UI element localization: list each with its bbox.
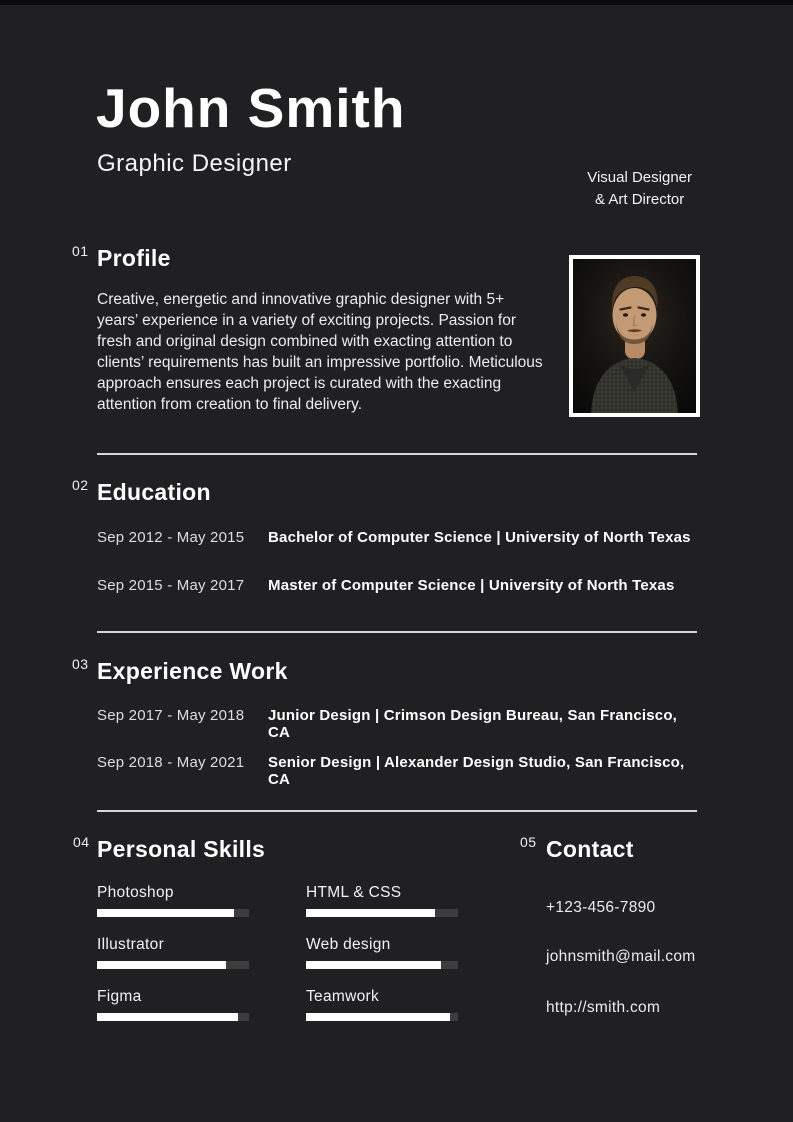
skill-bar-fill (97, 1013, 238, 1021)
contact-website[interactable]: http://smith.com (546, 999, 661, 1016)
education-dates: Sep 2012 - May 2015 (97, 529, 245, 546)
skill-bar-fill (97, 961, 226, 969)
tagline-line-2: & Art Director (595, 191, 685, 208)
section-title-contact: Contact (546, 836, 634, 862)
skill-bar (306, 1013, 458, 1021)
skill-bar-fill (97, 909, 234, 917)
section-title-experience: Experience Work (97, 658, 288, 684)
skill-bar-fill (306, 909, 435, 917)
skill-bar-fill (306, 1013, 450, 1021)
section-number-profile: 01 (72, 243, 89, 259)
contact-phone[interactable]: +123-456-7890 (546, 899, 656, 916)
profile-photo (569, 255, 700, 417)
skill-label: Figma (97, 988, 142, 1005)
skill-label: Illustrator (97, 936, 165, 953)
skill-bar-fill (306, 961, 441, 969)
divider (97, 631, 697, 633)
section-title-skills: Personal Skills (97, 836, 266, 862)
skill-label: Web design (306, 936, 391, 953)
experience-dates: Sep 2018 - May 2021 (97, 754, 245, 771)
experience-row (97, 707, 697, 741)
education-row (97, 577, 697, 594)
section-title-education: Education (97, 479, 211, 505)
education-dates: Sep 2015 - May 2017 (97, 577, 245, 594)
skill-label: Photoshop (97, 884, 174, 901)
person-role: Graphic Designer (97, 150, 292, 177)
section-number-experience: 03 (72, 656, 89, 672)
education-description: Master of Computer Science | University of North Texas (268, 577, 675, 594)
experience-dates: Sep 2017 - May 2018 (97, 707, 245, 724)
section-number-skills: 04 (73, 834, 90, 850)
section-number-contact: 05 (520, 834, 537, 850)
skill-label: Teamwork (306, 988, 380, 1005)
tagline-line-1: Visual Designer (587, 169, 692, 186)
portrait-illustration (573, 259, 696, 413)
education-description: Bachelor of Computer Science | University of North Texas (268, 529, 691, 546)
person-name: John Smith (96, 77, 406, 139)
experience-description: Senior Design | Alexander Design Studio, San Francisco, CA (268, 754, 685, 788)
tagline (587, 167, 692, 211)
skill-label: HTML & CSS (306, 884, 402, 901)
skill-bar (306, 961, 458, 969)
section-title-profile: Profile (97, 245, 171, 271)
skill-bar (97, 909, 249, 917)
divider (97, 453, 697, 455)
education-row (97, 529, 697, 546)
profile-summary: Creative, energetic and innovative graphic designer with 5+ years’ experience in a variety of exciting projects. Passion for fresh and original design combined with exacting attention to clients’ requirements has built an impressive portfolio. Meticulous approach ensures each project is curated with the exacting attention from creation to final delivery. (97, 291, 543, 413)
experience-row (97, 754, 697, 788)
divider (97, 810, 697, 812)
top-edge-strip (0, 0, 793, 5)
skill-bar (306, 909, 458, 917)
experience-description: Junior Design | Crimson Design Bureau, San Francisco, CA (268, 707, 678, 741)
skill-bar (97, 1013, 249, 1021)
skill-bar (97, 961, 249, 969)
contact-email[interactable]: johnsmith@mail.com (546, 948, 696, 965)
section-number-education: 02 (72, 477, 89, 493)
